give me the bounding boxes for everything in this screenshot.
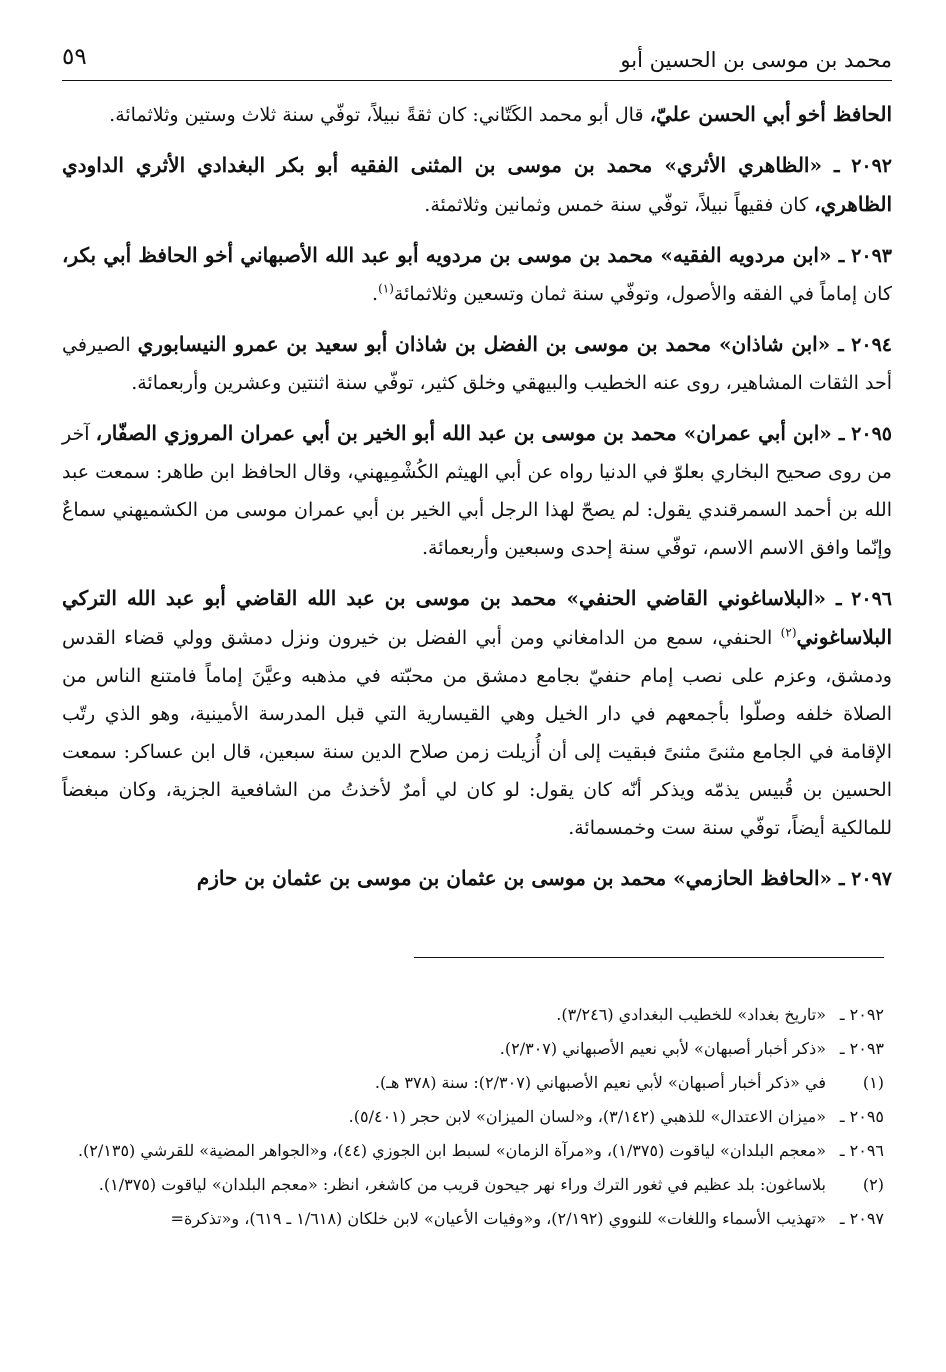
entry-continued bbox=[62, 95, 892, 134]
footnote-marker[interactable]: (١) bbox=[378, 281, 394, 296]
running-title: محمد بن موسى بن الحسين أبو bbox=[620, 48, 892, 72]
footnotes bbox=[54, 998, 884, 1236]
footnote bbox=[54, 1032, 884, 1066]
footnote-text: «ذكر أخبار أصبهان» لأبي نعيم الأصبهاني (٢/٣٠٧). bbox=[499, 1039, 826, 1058]
entry-2094 bbox=[62, 325, 892, 402]
entry-number: ٢٠٩٢ ـ bbox=[833, 155, 893, 177]
footnote bbox=[54, 1168, 884, 1202]
entry-2097 bbox=[62, 859, 892, 898]
entry-number: ٢٠٩٦ ـ bbox=[835, 588, 892, 610]
entry-2096 bbox=[62, 579, 892, 847]
footnote-text: «تاريخ بغداد» للخطيب البغدادي (٣/٢٤٦). bbox=[556, 1005, 826, 1024]
footnote-label: (١) bbox=[862, 1073, 884, 1092]
footnote bbox=[54, 1134, 884, 1168]
footnote-marker[interactable]: (٢) bbox=[780, 625, 797, 640]
entry-number: ٢٠٩٤ ـ bbox=[838, 334, 892, 356]
entry-text: قال أبو محمد الكَتّاني: كان ثقةً نبيلاً، توفّي سنة ثلاث وستين وثلاثمائة. bbox=[109, 104, 650, 126]
footnote-text: في «ذكر أخبار أصبهان» لأبي نعيم الأصبهاني (٢/٣٠٧): سنة (٣٧٨ هـ). bbox=[374, 1073, 826, 1092]
entry-heading: الحافظ أخو أبي الحسن عليّ، bbox=[649, 102, 892, 126]
footnote bbox=[54, 1100, 884, 1134]
footnote-label: ٢٠٩٧ ـ bbox=[839, 1209, 884, 1228]
footnote-separator bbox=[414, 957, 884, 958]
entry-heading: «ابن أبي عمران» محمد بن موسى بن عبد الله أبو الخير بن أبي عمران المروزي الصفّار، bbox=[95, 421, 839, 445]
entry-heading: «ابن مردويه الفقيه» محمد بن موسى بن مردويه أبو عبد الله الأصبهاني أخو الحافظ أبي بكر، bbox=[62, 243, 839, 267]
entry-2092 bbox=[62, 146, 892, 224]
page-number: ٥٩ bbox=[62, 44, 87, 70]
entry-2093 bbox=[62, 236, 892, 313]
entry-number: ٢٠٩٣ ـ bbox=[838, 245, 892, 267]
entry-text: آخر من روى صحيح البخاري بعلوّ في الدنيا رواه عن أبي الهيثم الكُشْمِيهني، وقال الحافظ ابن طاهر: سمعت عبد الله بن أحمد السمرقندي يقول: لم يصحّ لهذا الرجل أبي الخير بن أبي عمران موسى من الكشميهني سماعٌ وإنّما وافق الاسم الاسم، توفّي سنة إحدى وسبعين وأربعمائة. bbox=[62, 423, 892, 559]
entry-heading: «البلاساغوني القاضي الحنفي» محمد بن موسى بن عبد الله القاضي أبو عبد الله التركي البلاساغوني bbox=[62, 586, 892, 649]
footnote-label: ٢٠٩٢ ـ bbox=[839, 1005, 884, 1024]
book-page bbox=[62, 30, 892, 910]
footnote-label: ٢٠٩٥ ـ bbox=[839, 1107, 884, 1126]
entry-tail: . bbox=[372, 283, 379, 305]
entry-heading: «الظاهري الأثري» محمد بن موسى بن المثنى الفقيه أبو بكر البغدادي الأثري الداودي الظاهري، bbox=[62, 153, 892, 216]
footnote-text: «معجم البلدان» لياقوت (١/٣٧٥)، و«مرآة الزمان» لسبط ابن الجوزي (٤٤)، و«الجواهر المضية» للقرشي (٢/١٣٥). bbox=[77, 1141, 826, 1160]
footnote-label: (٢) bbox=[862, 1175, 884, 1194]
entry-number: ٢٠٩٧ ـ bbox=[838, 868, 892, 890]
footnote-text: «تهذيب الأسماء واللغات» للنووي (٢/١٩٢)، و«وفيات الأعيان» لابن خلكان (١/٦١٨ ـ ٦١٩)، و«تذكرة= bbox=[170, 1209, 826, 1228]
entry-text: الحنفي، سمع من الدامغاني ومن أبي الفضل بن خيرون ونزل دمشق وولي قضاء القدس ودمشق، وعزم على نصب إمام حنفيّ بجامع دمشق من محبّته في مذهبه وعيَّنَ إماماً فامتنع الناس من الصلاة خلفه وصلّوا بأجمعهم في دار الخيل وهي القيسارية التي قبل المدرسة الأمينية، وهو الذي رتّب الإقامة في الجامع مثنىً مثنىً فبقيت إلى أن أُزيلت زمن صلاح الدين سنة سبعين، قال ابن عساكر: سمعت الحسين بن قُبيس يذمّه ويذكر أنّه كان يقول: لو كان لي أمرٌ لأخذتُ من الشافعية الجزية، وكان مبغضاً للمالكية أيضاً، توفّي سنة ست وخمسمائة. bbox=[62, 627, 892, 839]
footnote-label: ٢٠٩٦ ـ bbox=[839, 1141, 884, 1160]
entry-text: الصيرفي أحد الثقات المشاهير، روى عنه الخطيب والبيهقي وخلق كثير، توفّي سنة اثنتين وعشرين وأربعمائة. bbox=[62, 334, 892, 394]
footnote-label: ٢٠٩٣ ـ bbox=[839, 1039, 884, 1058]
entry-text: كان إماماً في الفقه والأصول، وتوفّي سنة ثمان وتسعين وثلاثمائة bbox=[393, 283, 892, 305]
entry-text: كان فقيهاً نبيلاً، توفّي سنة خمس وثمانين وثلاثمئة. bbox=[424, 194, 815, 216]
footnote bbox=[54, 1066, 884, 1100]
main-text bbox=[62, 95, 892, 898]
footnote bbox=[54, 998, 884, 1032]
entry-heading: «ابن شاذان» محمد بن موسى بن الفضل بن شاذان أبو سعيد بن عمرو النيسابوري bbox=[137, 332, 839, 356]
entry-2095 bbox=[62, 414, 892, 567]
footnote-text: بلاساغون: بلد عظيم في ثغور الترك وراء نهر جيحون قريب من كاشغر، انظر: «معجم البلدان» لياقوت (١/٣٧٥). bbox=[98, 1175, 826, 1194]
footnote bbox=[54, 1202, 884, 1236]
footnote-text: «ميزان الاعتدال» للذهبي (٣/١٤٢)، و«لسان الميزان» لابن حجر (٥/٤٠١). bbox=[348, 1107, 826, 1126]
entry-heading: «الحافظ الحازمي» محمد بن موسى بن عثمان بن موسى بن عثمان بن حازم bbox=[196, 866, 839, 890]
running-header bbox=[62, 30, 892, 81]
entry-number: ٢٠٩٥ ـ bbox=[838, 423, 892, 445]
